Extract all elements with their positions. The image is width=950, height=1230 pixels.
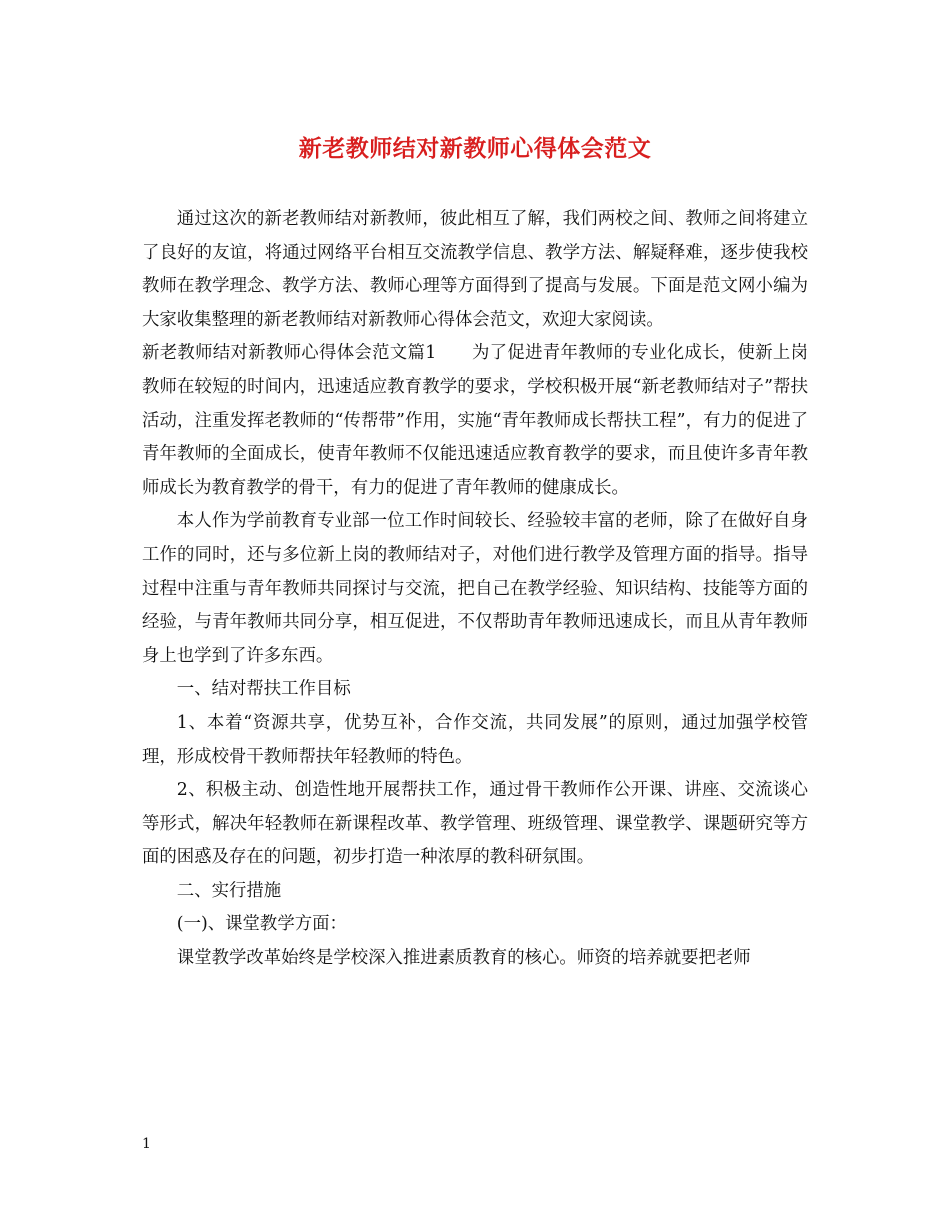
paragraph-article-1: 新老教师结对新教师心得体会范文篇1 为了促进青年教师的专业化成长，使新上岗教师在较短的时间内，迅速适应教育教学的要求，学校积极开展“新老教师结对子”帮扶活动，注重发挥老教师的“传帮带”作用，实施“青年教师成长帮扶工程”，有力的促进了青年教师的全面成长，使青年教师不仅能迅速适应教育教学的要求，而且使许多青年教师成长为教育教学的骨干，有力的促进了青年教师的健康成长。 [142, 343, 808, 498]
paragraph-personal-experience: 本人作为学前教育专业部一位工作时间较长、经验较丰富的老师，除了在做好自身工作的同时，还与多位新上岗的教师结对子，对他们进行教学及管理方面的指导。指导过程中注重与青年教师共同探讨与交流，把自己在教学经验、知识结构、技能等方面的经验，与青年教师共同分享，相互促进，不仅帮助青年教师迅速成长，而且从青年教师身上也学到了许多东西。 [142, 511, 808, 666]
section-heading-measures: 二、实行措施 [176, 880, 282, 901]
document-title: 新老教师结对新教师心得体会范文 [298, 135, 652, 162]
section-heading-goals: 一、结对帮扶工作目标 [176, 679, 351, 700]
document-body [142, 203, 808, 976]
paragraph-classroom-reform: 课堂教学改革始终是学校深入推进素质教育的核心。师资的培养就要把老师 [176, 948, 751, 969]
paragraph-goal-2: 2、积极主动、创造性地开展帮扶工作，通过骨干教师作公开课、讲座、交流谈心等形式，解决年轻教师在新课程改革、教学管理、班级管理、课堂教学、课题研究等方面的困惑及存在的问题，初步打造一种浓厚的教科研氛围。 [142, 780, 808, 868]
paragraph-intro: 通过这次的新老教师结对新教师，彼此相互了解，我们两校之间、教师之间将建立了良好的友谊，将通过网络平台相互交流教学信息、教学方法、解疑释难，逐步使我校教师在教学理念、教学方法、教师心理等方面得到了提高与发展。下面是范文网小编为大家收集整理的新老教师结对新教师心得体会范文，欢迎大家阅读。 [142, 209, 808, 330]
subsection-heading-classroom: (一)、课堂教学方面： [176, 914, 347, 935]
paragraph-goal-1: 1、本着“资源共享，优势互补，合作交流，共同发展”的原则，通过加强学校管理，形成校骨干教师帮扶年轻教师的特色。 [142, 712, 808, 767]
page-number: 1 [142, 1136, 151, 1152]
